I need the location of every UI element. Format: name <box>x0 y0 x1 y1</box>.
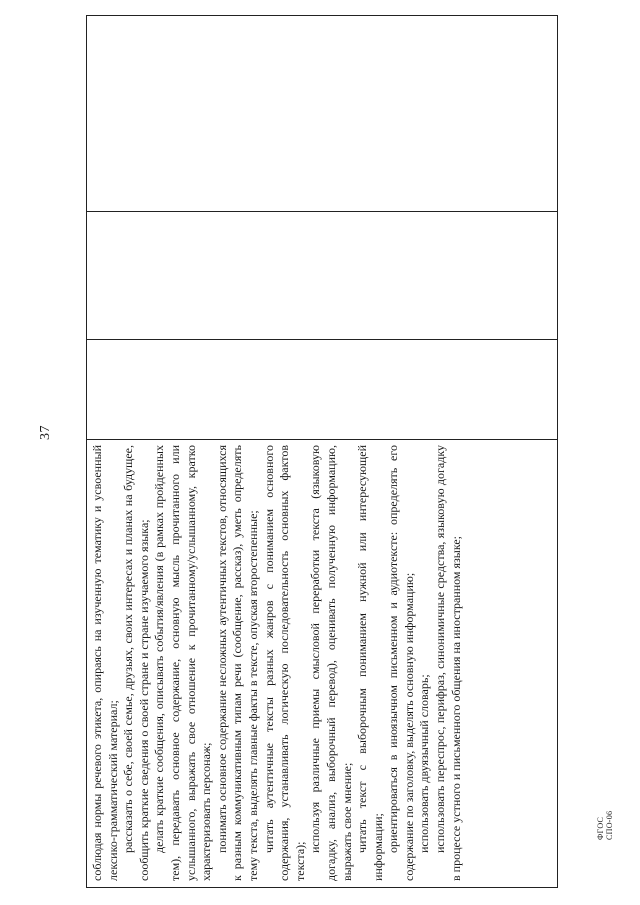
skill-paragraph: делать краткие сообщения, описывать события/явления (в рамках пройденных тем), передавать основное содержание, основную мысль прочитанного или услышанного, выражать свое отношение к прочитанному/услышанному, кратко характеризовать персонаж; <box>152 445 214 881</box>
skill-paragraph: использовать переспрос, перифраз, синонимичные средства, языковую догадку в процессе устного и письменного общения на иностранном языке; <box>433 445 463 881</box>
standards-table <box>86 16 558 888</box>
skills-content <box>87 440 464 887</box>
skill-paragraph: использовать двуязычный словарь; <box>417 674 432 853</box>
table-cell-empty <box>87 340 558 440</box>
skill-paragraph: ориентироваться в иноязычном письменном и аудиотексте: определять его содержание по заголовку, выделять основную информацию; <box>386 445 416 881</box>
skill-paragraph: соблюдая нормы речевого этикета, опираясь на изученную тематику и усвоенный лексико-грамматический материал; <box>90 445 120 881</box>
skill-paragraph: используя различные приемы смысловой переработки текста (языковую догадку, анализ, выборочный перевод), оценивать полученную информацию, выражать свое мнение; <box>308 445 354 881</box>
page-number: 37 <box>38 425 53 440</box>
skill-paragraph: читать текст с выборочным пониманием нужной или интересующей информации; <box>355 445 385 881</box>
skill-paragraph: читать аутентичные тексты разных жанров с пониманием основного содержания, устанавливать логическую последовательность основных фактов текста); <box>261 445 307 881</box>
skill-paragraph: понимать основное содержание несложных аутентичных текстов, относящихся к разным коммуникативным типам речи (сообщение, рассказ), уметь определять тему текста, выделять главные факты в тексте, опуская второстепенные; <box>214 445 260 881</box>
skill-paragraph: рассказать о себе, своей семье, друзьях, своих интересах и планах на будущее, сообщить краткие сведения о своей стране и стране изучаемого языка; <box>121 445 151 881</box>
doc-code: ФГОС СПО-06 <box>596 810 614 840</box>
table-cell-empty <box>87 212 558 340</box>
table-cell-empty <box>87 16 558 212</box>
skills-cell <box>87 440 558 888</box>
